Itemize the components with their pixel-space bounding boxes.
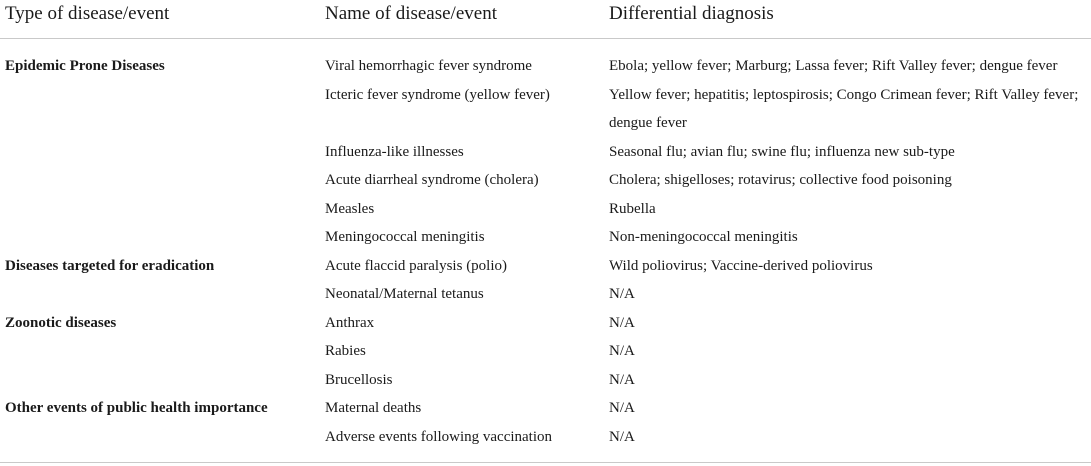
differential-cell: Non-meningococcal meningitis xyxy=(609,229,798,245)
header-type: Type of disease/event xyxy=(5,3,170,24)
table-header xyxy=(0,0,1091,39)
differential-cell: Rubella xyxy=(609,200,656,217)
differential-cell: Ebola; yellow fever; Marburg; Lassa fever; Rift Valley fever; dengue fever xyxy=(609,58,1058,74)
name-cell: Influenza-like illnesses xyxy=(325,143,464,160)
name-cell: Acute diarrheal syndrome (cholera) xyxy=(325,172,539,188)
name-cell: Viral hemorrhagic fever syndrome xyxy=(325,58,532,74)
name-cell: Acute flaccid paralysis (polio) xyxy=(325,257,508,274)
differential-cell: N/A xyxy=(609,286,635,302)
name-cell: Icteric fever syndrome (yellow fever) xyxy=(325,86,550,103)
type-cell: Epidemic Prone Diseases xyxy=(5,58,165,74)
differential-cell: N/A xyxy=(609,371,635,388)
table-bottom-rule xyxy=(0,462,1091,463)
name-cell: Brucellosis xyxy=(325,371,393,388)
differential-cell: N/A xyxy=(609,343,635,359)
differential-cell: N/A xyxy=(609,400,635,416)
name-cell: Maternal deaths xyxy=(325,400,422,416)
name-cell: Anthrax xyxy=(325,314,375,331)
type-cell: Zoonotic diseases xyxy=(5,314,117,331)
differential-cell: Yellow fever; hepatitis; leptospirosis; Congo Crimean fever; Rift Valley fever; dengue fever xyxy=(609,86,1079,131)
name-cell: Meningococcal meningitis xyxy=(325,229,485,245)
differential-cell: N/A xyxy=(609,428,635,445)
differential-cell: Wild poliovirus; Vaccine-derived poliovirus xyxy=(609,257,873,274)
differential-cell: N/A xyxy=(609,314,635,331)
type-cell: Other events of public health importance xyxy=(5,400,268,416)
type-cell: Diseases targeted for eradication xyxy=(5,257,215,274)
name-cell: Adverse events following vaccination xyxy=(325,428,553,445)
differential-cell: Seasonal flu; avian flu; swine flu; influenza new sub-type xyxy=(609,143,955,160)
header-differential: Differential diagnosis xyxy=(609,3,774,24)
name-cell: Measles xyxy=(325,200,375,217)
differential-cell: Cholera; shigelloses; rotavirus; collective food poisoning xyxy=(609,172,952,188)
name-cell: Rabies xyxy=(325,343,366,359)
name-cell: Neonatal/Maternal tetanus xyxy=(325,286,484,302)
header-name: Name of disease/event xyxy=(325,3,497,24)
